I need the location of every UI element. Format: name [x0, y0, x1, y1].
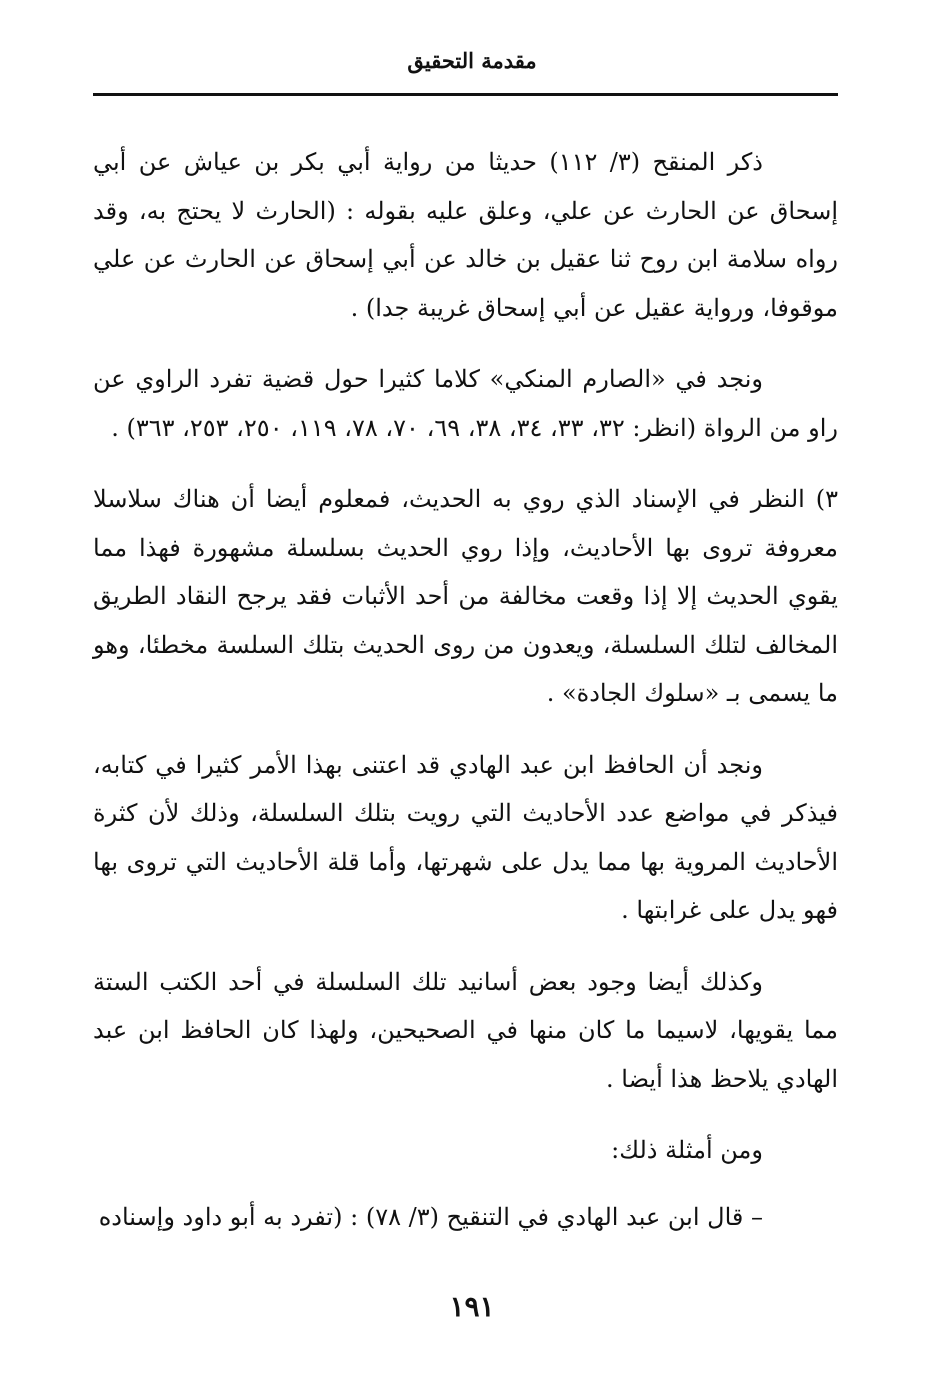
running-head-title: مقدمة التحقيق	[407, 48, 537, 73]
page-number: ١٩١	[449, 1290, 495, 1323]
paragraph-5: وكذلك أيضا وجود بعض أسانيد تلك السلسلة في أحد الكتب الستة مما يقويها، لاسيما ما كان منها في الصحيحين، ولهذا كان الحافظ ابن عبد الهادي يلاحظ هذا أيضا .	[93, 967, 838, 1093]
header-rule	[93, 93, 838, 96]
paragraph-1: ذكر المنقح (٣/ ١١٢) حديثا من رواية أبي بكر بن عياش عن أبي إسحاق عن الحارث عن علي، وعلق عليه بقوله : (الحارث لا يحتج به، وقد رواه سلامة ابن روح ثنا عقيل بن خالد عن أبي إسحاق عن الحارث عن علي موقوفا، ورواية عقيل عن أبي إسحاق غريبة جدا) .	[93, 148, 838, 322]
page-body	[93, 138, 838, 1264]
paragraph-2: ونجد في «الصارم المنكي» كلاما كثيرا حول قضية تفرد الراوي عن راو من الرواة (انظر: ٣٢، ٣٣، ٣٤، ٣٨، ٦٩، ٧٠، ٧٨، ١١٩، ٢٥٠، ٢٥٣، ٣٦٣) .	[93, 365, 838, 442]
paragraph-7: – قال ابن عبد الهادي في التنقيح (٣/ ٧٨) : (تفرد به أبو داود وإسناده	[98, 1202, 763, 1231]
paragraph-6: ومن أمثلة ذلك:	[611, 1136, 763, 1164]
paragraph-4: ونجد أن الحافظ ابن عبد الهادي قد اعتنى بهذا الأمر كثيرا في كتابه، فيذكر في مواضع عدد الأحاديث التي رويت بتلك السلسلة، وذلك لأن كثرة الأحاديث المروية بها مما يدل على شهرتها، وأما قلة الأحاديث التي تروى بها فهو يدل على غرابتها .	[93, 750, 839, 924]
paragraph-3: ٣) النظر في الإسناد الذي روي به الحديث، فمعلوم أيضا أن هناك سلاسلا معروفة تروى بها الأحاديث، وإذا روي الحديث بسلسلة مشهورة فهذا مما يقوي الحديث إلا إذا وقعت مخالفة من أحد الأثبات فقد يرجح النقاد الطريق المخالف لتلك السلسلة، ويعدون من روى الحديث بتلك السلسة مخطئا، وهو ما يسمى بـ «سلوك الجادة» .	[93, 485, 838, 707]
